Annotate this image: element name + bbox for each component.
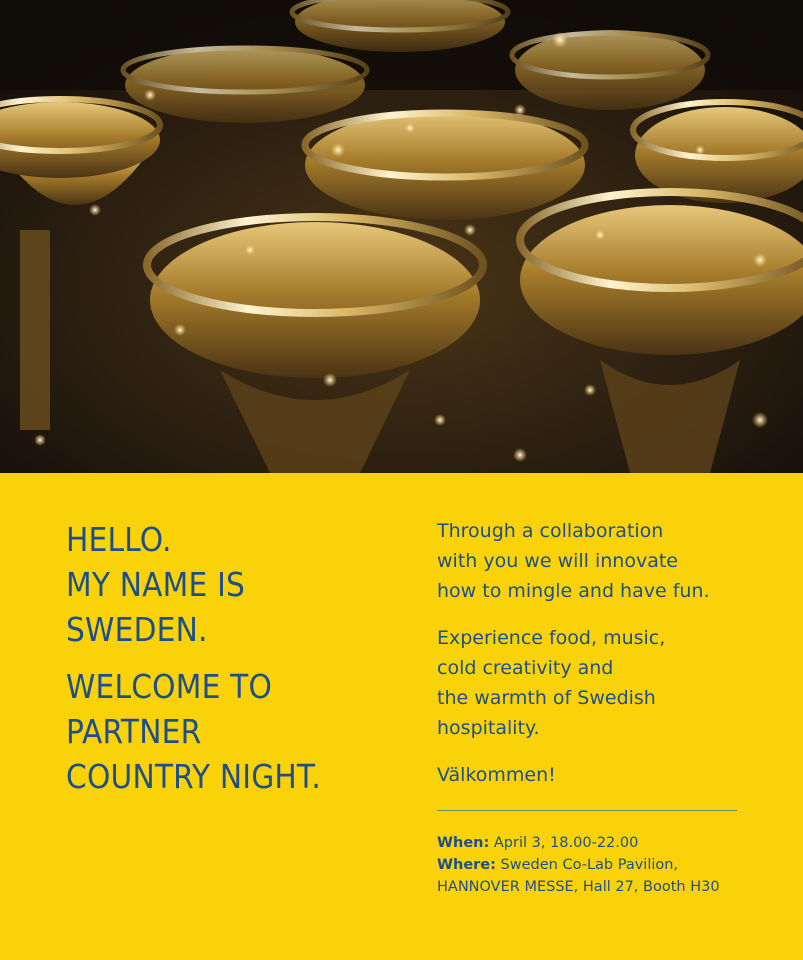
when-label: When: [437,835,490,851]
paragraph-line: Experience food, music, [437,627,666,649]
intro-line: SWEDEN. [66,610,208,649]
champagne-glasses-illustration [0,0,803,473]
intro-headline [66,517,406,652]
paragraph-line: cold creativity and [437,657,614,679]
event-info-panel [0,473,803,960]
experience-paragraph [437,623,767,743]
where-value: Sweden Co-Lab Pavilion, [495,857,679,873]
welcome-line: WELCOME TO [66,667,273,706]
paragraph-line: how to mingle and have fun. [437,580,710,602]
event-details [437,832,767,898]
greeting-text: Välkommen! [437,764,556,786]
headline-column [66,517,406,799]
welcome-headline [66,664,406,799]
when-row [437,832,767,854]
paragraph-line: the warmth of Swedish [437,687,656,709]
welcome-line: PARTNER [66,712,202,751]
paragraph-line: Through a collaboration [437,520,664,542]
intro-line: HELLO. [66,520,172,559]
divider-line [437,810,737,811]
where-row [437,854,767,876]
when-value: April 3, 18.00-22.00 [489,835,639,851]
welcome-line: COUNTRY NIGHT. [66,757,321,796]
paragraph-line: hospitality. [437,717,540,739]
paragraph-line: with you we will innovate [437,550,678,572]
description-column [437,516,767,898]
intro-line: MY NAME IS [66,565,246,604]
champagne-glasses-photo [0,0,803,473]
where-value-line-2: HANNOVER MESSE, Hall 27, Booth H30 [437,879,720,895]
where-label: Where: [437,857,496,873]
collaboration-paragraph [437,516,767,606]
